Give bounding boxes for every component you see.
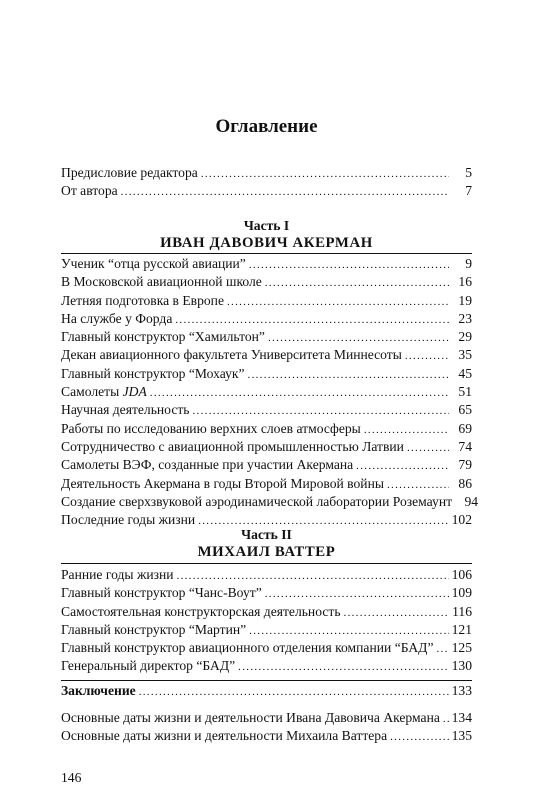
leader-dots bbox=[150, 384, 449, 402]
toc-entry-page: 5 bbox=[465, 165, 472, 180]
toc-entry-label: Научная деятельность bbox=[61, 402, 190, 418]
leader-dots bbox=[405, 347, 449, 365]
toc-row bbox=[61, 255, 472, 273]
toc-entry-page: 9 bbox=[465, 256, 472, 271]
toc-row bbox=[61, 621, 472, 639]
part-1-heading: Часть I bbox=[243, 218, 290, 233]
toc-entry-page: 65 bbox=[458, 402, 472, 418]
toc-entry-label: Заключение bbox=[61, 683, 136, 698]
leader-dots bbox=[268, 329, 449, 347]
part-2-name: МИХАИЛ ВАТТЕР bbox=[197, 544, 336, 560]
toc-row bbox=[61, 401, 472, 419]
toc-row bbox=[61, 383, 472, 401]
leader-dots bbox=[193, 402, 450, 420]
toc-row bbox=[61, 639, 472, 657]
toc-row bbox=[61, 420, 472, 438]
toc-entry-label: Самолеты JDA bbox=[61, 384, 147, 400]
toc-entry-label: Главный конструктор авиационного отделения компании “БАД” bbox=[61, 640, 434, 656]
toc-row bbox=[61, 493, 479, 511]
leader-dots bbox=[390, 728, 448, 746]
page-title: Оглавление bbox=[215, 116, 318, 137]
toc-row bbox=[61, 164, 472, 182]
toc-part-2 bbox=[61, 566, 472, 676]
toc-entry-label: Создание сверхзвуковой аэродинамической лаборатории Роземаунт bbox=[61, 493, 453, 509]
toc-entry-page: 121 bbox=[451, 621, 472, 637]
toc-entry-label: Главный конструктор “Чанс-Воут” bbox=[61, 585, 262, 601]
toc-row bbox=[61, 682, 472, 700]
toc-entry-label: Декан авиационного факультета Университета Миннесоты bbox=[61, 347, 402, 363]
toc-entry-label: Сотрудничество с авиационной промышленностью Латвии bbox=[61, 438, 404, 454]
toc-row bbox=[61, 603, 472, 621]
toc-row bbox=[61, 475, 472, 493]
conclusion-rule bbox=[61, 680, 472, 681]
part-1-name: ИВАН ДАВОВИЧ АКЕРМАН bbox=[160, 235, 373, 251]
leader-dots bbox=[344, 604, 449, 622]
leader-dots bbox=[249, 256, 449, 274]
leader-dots bbox=[238, 658, 448, 676]
toc-entry-page: 29 bbox=[458, 329, 472, 345]
toc-entry-label: Ученик “отца русской авиации” bbox=[61, 256, 246, 271]
page-number: 146 bbox=[61, 770, 82, 785]
leader-dots bbox=[436, 640, 448, 658]
toc-entry-page: 79 bbox=[458, 457, 472, 473]
toc-entry-label: Основные даты жизни и деятельности Ивана Давовича Акермана bbox=[61, 710, 440, 725]
toc-entry-label: На службе у Форда bbox=[61, 310, 173, 326]
toc-entry-page: 102 bbox=[451, 512, 472, 528]
toc-entry-page: 109 bbox=[451, 585, 472, 601]
toc-entry-page: 130 bbox=[451, 658, 472, 674]
toc-entry-page: 51 bbox=[458, 384, 472, 400]
part-2-rule bbox=[61, 563, 472, 564]
toc-entry-label: Главный конструктор “Мартин” bbox=[61, 621, 247, 637]
toc-entry-page: 23 bbox=[458, 310, 472, 326]
toc-entry-page: 106 bbox=[451, 567, 472, 582]
toc-part-1 bbox=[61, 255, 479, 529]
leader-dots bbox=[201, 165, 449, 183]
toc-entry-page: 16 bbox=[458, 274, 472, 290]
toc-entry-label: От автора bbox=[61, 183, 118, 199]
toc-entry-label: Генеральный директор “БАД” bbox=[61, 658, 236, 674]
toc-entry-label: Самолеты ВЭФ, созданные при участии Акермана bbox=[61, 457, 354, 473]
toc-entry-page: 74 bbox=[458, 438, 472, 454]
toc-entry-label-italic: JDA bbox=[122, 384, 147, 400]
leader-dots bbox=[407, 439, 449, 457]
toc-entry-label: Основные даты жизни и деятельности Михаила Ваттера bbox=[61, 728, 388, 744]
toc-appendix bbox=[61, 709, 472, 746]
toc-front bbox=[61, 164, 472, 201]
toc-entry-page: 35 bbox=[458, 347, 472, 363]
toc-row bbox=[61, 292, 472, 310]
toc-entry-label: Предисловие редактора bbox=[61, 165, 198, 180]
toc-entry-label: В Московской авиационной школе bbox=[61, 274, 262, 290]
toc-entry-page: 94 bbox=[464, 493, 479, 509]
toc-row bbox=[61, 709, 472, 727]
leader-dots bbox=[227, 293, 449, 311]
leader-dots bbox=[175, 311, 449, 329]
toc-entry-page: 133 bbox=[451, 683, 472, 698]
toc-row bbox=[61, 310, 472, 328]
leader-dots bbox=[248, 366, 449, 384]
toc-entry-label: Летняя подготовка в Европе bbox=[61, 292, 224, 308]
toc-row bbox=[61, 328, 472, 346]
toc-row bbox=[61, 365, 472, 383]
toc-row bbox=[61, 346, 472, 364]
toc-entry-page: 45 bbox=[458, 365, 472, 381]
toc-entry-label: Ранние годы жизни bbox=[61, 567, 174, 582]
toc-entry-page: 116 bbox=[452, 603, 472, 619]
toc-row bbox=[61, 182, 472, 200]
leader-dots bbox=[249, 622, 448, 640]
leader-dots bbox=[356, 457, 449, 475]
leader-dots bbox=[121, 183, 449, 201]
toc-entry-label: Главный конструктор “Мохаук” bbox=[61, 365, 245, 381]
toc-entry-label: Последние годы жизни bbox=[61, 512, 196, 528]
leader-dots bbox=[265, 274, 449, 292]
toc-row bbox=[61, 566, 472, 584]
toc-entry-page: 125 bbox=[451, 640, 472, 656]
leader-dots bbox=[177, 567, 449, 585]
leader-dots bbox=[364, 421, 449, 439]
leader-dots bbox=[387, 476, 449, 494]
toc-entry-page: 135 bbox=[451, 728, 472, 744]
toc-entry-page: 86 bbox=[458, 475, 472, 491]
part-1-rule bbox=[61, 253, 472, 254]
part-2-heading: Часть II bbox=[241, 527, 292, 542]
toc-conclusion bbox=[61, 682, 472, 700]
leader-dots bbox=[139, 683, 449, 701]
toc-row bbox=[61, 273, 472, 291]
leader-dots bbox=[443, 710, 449, 728]
toc-entry-page: 69 bbox=[458, 420, 472, 436]
toc-row bbox=[61, 438, 472, 456]
toc-entry-page: 19 bbox=[458, 292, 472, 308]
toc-entry-label: Главный конструктор “Хамильтон” bbox=[61, 329, 265, 345]
toc-entry-page: 134 bbox=[451, 710, 472, 725]
toc-row bbox=[61, 657, 472, 675]
toc-entry-page: 7 bbox=[465, 183, 472, 199]
toc-entry-label: Работы по исследованию верхних слоев атмосферы bbox=[61, 420, 361, 436]
toc-entry-label: Деятельность Акермана в годы Второй Мировой войны bbox=[61, 475, 384, 491]
toc-row bbox=[61, 456, 472, 474]
toc-row bbox=[61, 727, 472, 745]
leader-dots bbox=[265, 585, 449, 603]
toc-row bbox=[61, 584, 472, 602]
toc-entry-label: Самостоятельная конструкторская деятельность bbox=[61, 603, 341, 619]
